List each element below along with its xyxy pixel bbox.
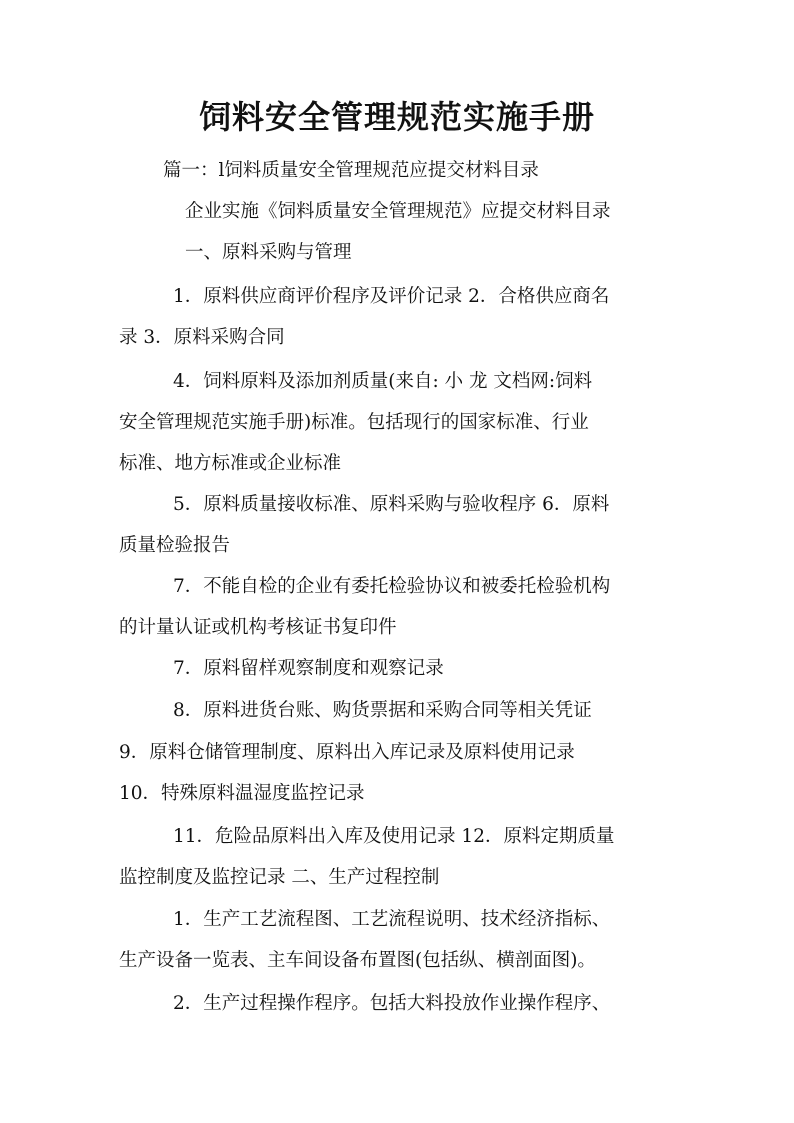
document-line: 的计量认证或机构考核证书复印件 [119, 617, 397, 638]
document-line: 8．原料进货台账、购货票据和采购合同等相关凭证 [173, 700, 592, 721]
document-line: 5．原料质量接收标准、原料采购与验收程序 6．原料 [173, 494, 610, 515]
document-line: 7．不能自检的企业有委托检验协议和被委托检验机构 [173, 576, 611, 597]
document-line: 录 3．原料采购合同 [119, 327, 285, 348]
document-line: 11．危险品原料出入库及使用记录 12．原料定期质量 [173, 826, 615, 847]
document-line: 10．特殊原料温湿度监控记录 [119, 783, 365, 804]
document-line: 监控制度及监控记录 二、生产过程控制 [119, 867, 440, 888]
document-line: 1．原料供应商评价程序及评价记录 2．合格供应商名 [173, 286, 610, 307]
document-line: 7．原料留样观察制度和观察记录 [173, 658, 444, 679]
document-title: 饲料安全管理规范实施手册 [198, 98, 595, 136]
document-line: 安全管理规范实施手册)标准。包括现行的国家标准、行业 [119, 412, 589, 433]
document-line: 标准、地方标准或企业标准 [119, 453, 342, 474]
document-line-subheading: 企业实施《饲料质量安全管理规范》应提交材料目录 [185, 201, 611, 222]
document-line-section: 一、原料采购与管理 [185, 242, 352, 263]
document-line: 质量检验报告 [119, 535, 231, 556]
document-line: 2．生产过程操作程序。包括大料投放作业操作程序、 [173, 993, 611, 1014]
document-line: 4．饲料原料及添加剂质量(来自: 小 龙 文档网:饲料 [173, 371, 593, 392]
document-line: 生产设备一览表、主车间设备布置图(包括纵、横剖面图)。 [119, 950, 596, 971]
document-line-heading: 篇一：l饲料质量安全管理规范应提交材料目录 [163, 160, 539, 181]
document-line: 1．生产工艺流程图、工艺流程说明、技术经济指标、 [173, 909, 611, 930]
document-line: 9．原料仓储管理制度、原料出入库记录及原料使用记录 [119, 742, 575, 763]
